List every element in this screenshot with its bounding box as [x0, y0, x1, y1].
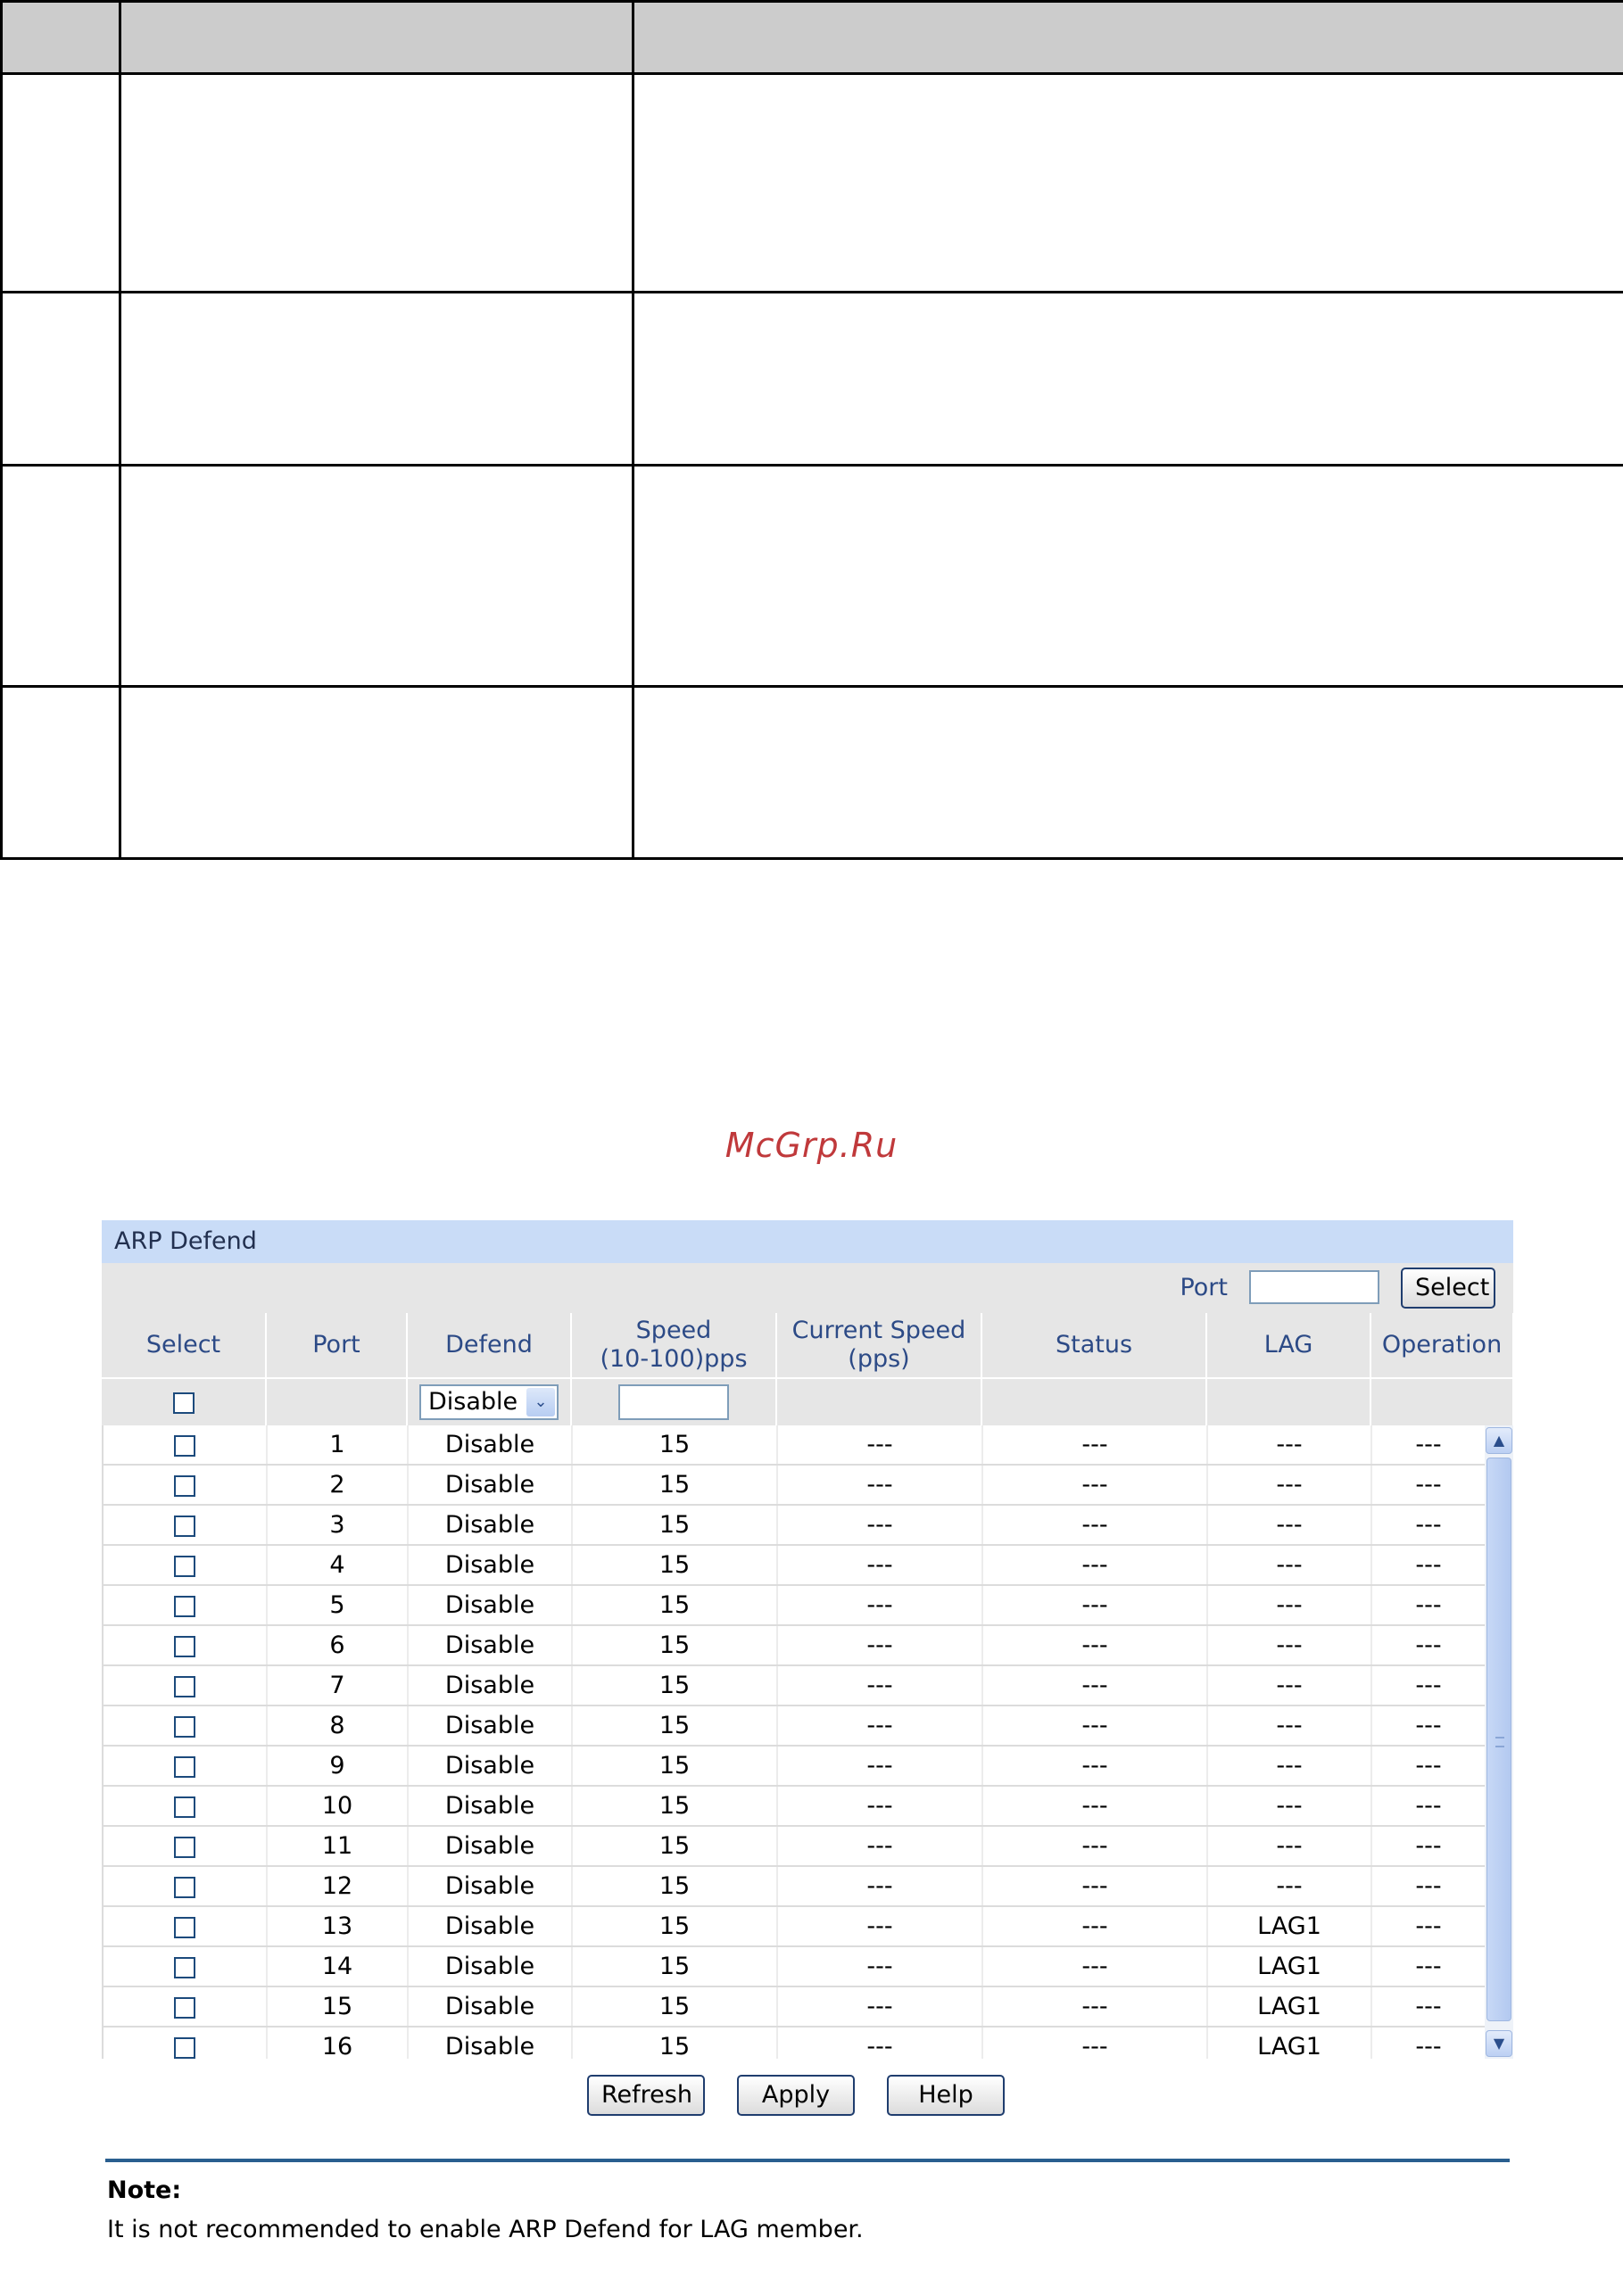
row-port: 16: [267, 2027, 408, 2059]
row-current-speed: ---: [777, 1545, 982, 1585]
table-row[interactable]: [103, 2027, 1486, 2059]
row-select-checkbox[interactable]: [174, 1556, 195, 1577]
table-row[interactable]: [103, 1665, 1486, 1705]
row-operation: ---: [1371, 1866, 1486, 1906]
row-select-checkbox[interactable]: [174, 2037, 195, 2059]
row-speed: 15: [572, 1986, 777, 2027]
row-speed: 15: [572, 1746, 777, 1786]
row-port: 13: [267, 1906, 408, 1946]
row-speed: 15: [572, 1665, 777, 1705]
filter-row: [102, 1378, 1513, 1425]
row-port: 8: [267, 1705, 408, 1746]
row-select-checkbox[interactable]: [174, 1997, 195, 2019]
table-row[interactable]: [103, 1705, 1486, 1746]
row-lag: ---: [1207, 1545, 1371, 1585]
note-text: It is not recommended to enable ARP Defend for LAG member.: [107, 2216, 864, 2243]
row-defend: Disable: [408, 1465, 572, 1505]
table-row[interactable]: [103, 1826, 1486, 1866]
select-button[interactable]: Select: [1401, 1268, 1495, 1309]
table-row[interactable]: [103, 1465, 1486, 1505]
row-select-checkbox[interactable]: [174, 1435, 195, 1457]
row-status: ---: [982, 1986, 1207, 2027]
row-defend: Disable: [408, 1746, 572, 1786]
row-defend: Disable: [408, 1946, 572, 1986]
row-select-checkbox[interactable]: [174, 1636, 195, 1657]
row-speed: 15: [572, 2027, 777, 2059]
col-header-current-speed: Current Speed (pps): [776, 1313, 981, 1378]
row-current-speed: ---: [777, 1946, 982, 1986]
row-port: 4: [267, 1545, 408, 1585]
row-status: ---: [982, 1665, 1207, 1705]
col-header-status: Status: [981, 1313, 1206, 1378]
row-status: ---: [982, 1625, 1207, 1665]
row-current-speed: ---: [777, 1705, 982, 1746]
col-header-select: Select: [102, 1313, 266, 1378]
row-port: 2: [267, 1465, 408, 1505]
table-row[interactable]: [103, 1545, 1486, 1585]
chevron-down-icon: ⌄: [526, 1388, 555, 1416]
row-operation: ---: [1371, 1665, 1486, 1705]
row-operation: ---: [1371, 1946, 1486, 1986]
row-operation: ---: [1371, 1786, 1486, 1826]
row-select-checkbox[interactable]: [174, 1475, 195, 1497]
row-lag: ---: [1207, 1705, 1371, 1746]
row-current-speed: ---: [777, 1786, 982, 1826]
row-lag: ---: [1207, 1826, 1371, 1866]
table-row[interactable]: [103, 1986, 1486, 2027]
arp-defend-panel: [102, 1220, 1513, 2243]
speed-input[interactable]: [618, 1384, 729, 1420]
row-status: ---: [982, 1705, 1207, 1746]
row-defend: Disable: [408, 2027, 572, 2059]
scrollbar-thumb[interactable]: [1486, 1458, 1511, 2021]
port-label: Port: [1180, 1274, 1228, 1301]
row-defend: Disable: [408, 1986, 572, 2027]
row-defend: Disable: [408, 1826, 572, 1866]
column-headers: [102, 1313, 1513, 1378]
row-operation: ---: [1371, 1705, 1486, 1746]
row-current-speed: ---: [777, 1746, 982, 1786]
row-operation: ---: [1371, 1826, 1486, 1866]
row-operation: ---: [1371, 1986, 1486, 2027]
manual-table-row: [2, 466, 1623, 687]
arp-header-table: [102, 1313, 1514, 1425]
row-port: 9: [267, 1746, 408, 1786]
table-row[interactable]: [103, 1585, 1486, 1625]
col-header-defend: Defend: [407, 1313, 571, 1378]
row-lag: ---: [1207, 1505, 1371, 1545]
col-header-lag: LAG: [1206, 1313, 1370, 1378]
row-select-checkbox[interactable]: [174, 1596, 195, 1617]
row-operation: ---: [1371, 1465, 1486, 1505]
row-operation: ---: [1371, 1505, 1486, 1545]
row-port: 14: [267, 1946, 408, 1986]
row-defend: Disable: [408, 1625, 572, 1665]
col-header-port: Port: [266, 1313, 407, 1378]
row-operation: ---: [1371, 1625, 1486, 1665]
table-row[interactable]: [103, 1625, 1486, 1665]
table-row[interactable]: [103, 1906, 1486, 1946]
row-select-checkbox[interactable]: [174, 1756, 195, 1778]
row-current-speed: ---: [777, 2027, 982, 2059]
row-current-speed: ---: [777, 1465, 982, 1505]
row-speed: 15: [572, 1946, 777, 1986]
chevron-up-icon[interactable]: ▲: [1486, 1427, 1512, 1454]
row-operation: ---: [1371, 2027, 1486, 2059]
row-defend: Disable: [408, 1786, 572, 1826]
row-speed: 15: [572, 1625, 777, 1665]
row-current-speed: ---: [777, 1625, 982, 1665]
row-status: ---: [982, 1906, 1207, 1946]
row-current-speed: ---: [777, 1906, 982, 1946]
row-status: ---: [982, 1425, 1207, 1465]
row-current-speed: ---: [777, 1425, 982, 1465]
row-current-speed: ---: [777, 1866, 982, 1906]
col-header-operation: Operation: [1370, 1313, 1513, 1378]
row-lag: ---: [1207, 1665, 1371, 1705]
row-current-speed: ---: [777, 1986, 982, 2027]
row-current-speed: ---: [777, 1505, 982, 1545]
row-lag: ---: [1207, 1746, 1371, 1786]
row-speed: 15: [572, 1866, 777, 1906]
row-status: ---: [982, 1545, 1207, 1585]
row-status: ---: [982, 1946, 1207, 1986]
defend-dropdown-value: Disable: [428, 1388, 518, 1416]
row-defend: Disable: [408, 1585, 572, 1625]
row-select-checkbox[interactable]: [174, 1837, 195, 1858]
row-port: 12: [267, 1866, 408, 1906]
manual-table-row: [2, 686, 1623, 858]
row-port: 11: [267, 1826, 408, 1866]
row-speed: 15: [572, 1705, 777, 1746]
row-port: 5: [267, 1585, 408, 1625]
row-defend: Disable: [408, 1866, 572, 1906]
row-defend: Disable: [408, 1505, 572, 1545]
row-current-speed: ---: [777, 1826, 982, 1866]
port-input[interactable]: [1249, 1270, 1379, 1304]
vertical-scrollbar[interactable]: [1485, 1425, 1513, 2059]
table-row[interactable]: [103, 1866, 1486, 1906]
row-status: ---: [982, 1465, 1207, 1505]
table-row[interactable]: [103, 1505, 1486, 1545]
select-all-checkbox[interactable]: [173, 1392, 195, 1414]
note-title: Note:: [107, 2176, 182, 2204]
watermark: McGrp.Ru: [725, 1126, 898, 1165]
row-port: 3: [267, 1505, 408, 1545]
row-defend: Disable: [408, 1906, 572, 1946]
table-row[interactable]: [103, 1425, 1486, 1465]
apply-button[interactable]: Apply: [737, 2075, 855, 2116]
help-button[interactable]: Help: [887, 2075, 1005, 2116]
row-defend: Disable: [408, 1545, 572, 1585]
row-status: ---: [982, 1505, 1207, 1545]
row-lag: LAG1: [1207, 1986, 1371, 2027]
refresh-button[interactable]: Refresh: [587, 2075, 705, 2116]
note-divider: [105, 2159, 1510, 2162]
defend-dropdown[interactable]: [419, 1384, 559, 1420]
row-port: 15: [267, 1986, 408, 2027]
manual-table-row: [2, 292, 1623, 465]
row-status: ---: [982, 1786, 1207, 1826]
row-operation: ---: [1371, 1425, 1486, 1465]
row-port: 7: [267, 1665, 408, 1705]
row-lag: ---: [1207, 1786, 1371, 1826]
table-row[interactable]: [103, 1946, 1486, 1986]
row-select-checkbox[interactable]: [174, 1716, 195, 1738]
row-select-checkbox[interactable]: [174, 1796, 195, 1818]
panel-title: ARP Defend: [102, 1220, 1513, 1263]
row-speed: 15: [572, 1786, 777, 1826]
row-current-speed: ---: [777, 1665, 982, 1705]
row-lag: ---: [1207, 1866, 1371, 1906]
row-status: ---: [982, 1866, 1207, 1906]
row-select-checkbox[interactable]: [174, 1957, 195, 1978]
row-lag: ---: [1207, 1625, 1371, 1665]
row-select-checkbox[interactable]: [174, 1877, 195, 1898]
row-lag: LAG1: [1207, 2027, 1371, 2059]
row-operation: ---: [1371, 1746, 1486, 1786]
row-defend: Disable: [408, 1665, 572, 1705]
row-current-speed: ---: [777, 1585, 982, 1625]
manual-table-row: [2, 74, 1623, 293]
row-lag: ---: [1207, 1465, 1371, 1505]
table-row[interactable]: [103, 1786, 1486, 1826]
row-status: ---: [982, 1826, 1207, 1866]
row-speed: 15: [572, 1425, 777, 1465]
manual-table-header: [2, 2, 1623, 74]
row-status: ---: [982, 1585, 1207, 1625]
row-select-checkbox[interactable]: [174, 1917, 195, 1938]
row-port: 1: [267, 1425, 408, 1465]
row-lag: LAG1: [1207, 1906, 1371, 1946]
grip-icon: [1495, 1737, 1504, 1747]
chevron-down-icon[interactable]: ▼: [1486, 2030, 1512, 2057]
row-speed: 15: [572, 1465, 777, 1505]
port-list-table: [102, 1425, 1486, 2059]
row-select-checkbox[interactable]: [174, 1676, 195, 1697]
row-speed: 15: [572, 1826, 777, 1866]
row-lag: ---: [1207, 1425, 1371, 1465]
row-operation: ---: [1371, 1906, 1486, 1946]
row-port: 6: [267, 1625, 408, 1665]
row-operation: ---: [1371, 1545, 1486, 1585]
col-header-speed: Speed (10-100)pps: [571, 1313, 776, 1378]
row-defend: Disable: [408, 1705, 572, 1746]
row-speed: 15: [572, 1906, 777, 1946]
row-port: 10: [267, 1786, 408, 1826]
row-speed: 15: [572, 1545, 777, 1585]
row-status: ---: [982, 2027, 1207, 2059]
port-list-scroll-area[interactable]: [102, 1425, 1513, 2059]
table-row[interactable]: [103, 1746, 1486, 1786]
row-speed: 15: [572, 1505, 777, 1545]
row-status: ---: [982, 1746, 1207, 1786]
manual-table: [0, 0, 1623, 860]
row-lag: LAG1: [1207, 1946, 1371, 1986]
row-operation: ---: [1371, 1585, 1486, 1625]
row-lag: ---: [1207, 1585, 1371, 1625]
port-select-bar: [102, 1263, 1513, 1313]
row-defend: Disable: [408, 1425, 572, 1465]
row-select-checkbox[interactable]: [174, 1516, 195, 1537]
row-speed: 15: [572, 1585, 777, 1625]
action-buttons: [102, 2075, 1513, 2121]
